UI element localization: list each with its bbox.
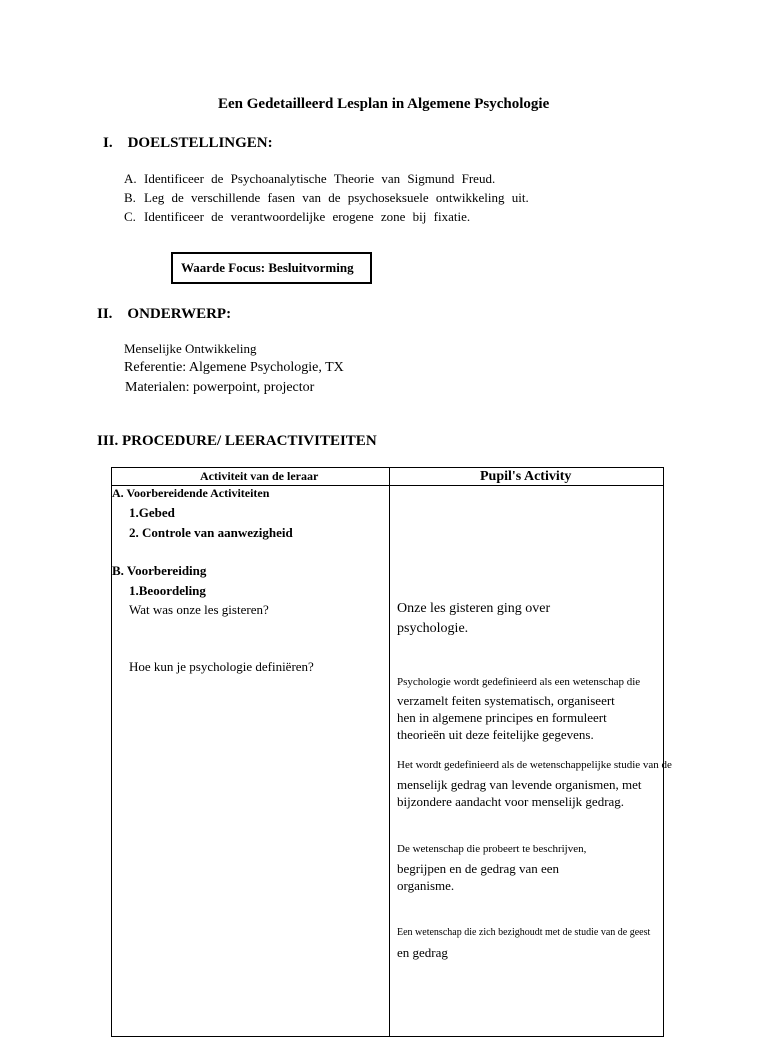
activity-table [111,467,664,1037]
pupil-answer-4-line-1: De wetenschap die probeert te beschrijven, [397,843,587,855]
topic-line-3: Materialen: powerpoint, projector [125,380,315,395]
header-pupil-activity: Pupil's Activity [480,469,572,484]
objective-a-text: Identificeer de Psychoanalytische Theorie van Sigmund Freud. [144,171,496,186]
teacher-b1: 1.Beoordeling [129,583,206,598]
value-focus-text: Waarde Focus: Besluitvorming [181,260,354,275]
pupil-answer-2-line-4: theorieën uit deze feitelijke gegevens. [397,727,594,742]
pupil-answer-5-line-2: en gedrag [397,945,448,960]
objective-c-text: Identificeer de verantwoordelijke erogene zone bij fixatie. [144,209,471,224]
section-topic-heading: II. ONDERWERP: [97,306,232,322]
teacher-a1: 1.Gebed [129,505,175,520]
topic-line-2: Referentie: Algemene Psychologie, TX [124,360,344,375]
pupil-answer-4-line-3: organisme. [397,878,455,893]
teacher-a2: 2. Controle van aanwezigheid [129,525,293,540]
pupil-answer-3-line-1: Het wordt gedefinieerd als de wetenschappelijke studie van de [397,759,672,771]
objective-a [124,171,495,187]
pupil-answer-5-line-1: Een wetenschap die zich bezighoudt met de studie van de geest [397,927,651,938]
teacher-question-2: Hoe kun je psychologie definiëren? [129,659,314,674]
objective-a-key: A. [124,171,137,186]
topic-line-1: Menselijke Ontwikkeling [124,341,257,356]
section-objectives-heading: I. DOELSTELLINGEN: [103,135,273,151]
pupil-answer-1-line-1: Onze les gisteren ging over [397,601,551,616]
pupil-answer-4-line-2: begrijpen en de gedrag van een [397,861,560,876]
pupil-answer-3-line-3: bijzondere aandacht voor menselijk gedrag. [397,794,625,809]
teacher-b-heading: B. Voorbereiding [112,563,207,578]
pupil-answer-2-line-1: Psychologie wordt gedefinieerd als een wetenschap die [397,676,641,688]
objective-b-text: Leg de verschillende fasen van de psychoseksuele ontwikkeling uit. [144,190,529,205]
section-procedure-heading: III. PROCEDURE/ LEERACTIVITEITEN [97,433,377,449]
document-title: Een Gedetailleerd Lesplan in Algemene Psychologie [218,96,550,112]
objective-c-key: C. [124,209,136,224]
pupil-answer-1-line-2: psychologie. [397,621,469,636]
value-focus-box [171,252,372,284]
pupil-answer-3-line-2: menselijk gedrag van levende organismen, met [397,777,642,792]
pupil-answer-2-line-3: hen in algemene principes en formuleert [397,710,607,725]
objective-c [124,209,470,225]
teacher-question-1: Wat was onze les gisteren? [129,602,269,617]
teacher-a-heading: A. Voorbereidende Activiteiten [112,486,270,500]
table-column-divider [389,467,390,1037]
pupil-answer-2-line-2: verzamelt feiten systematisch, organiseert [397,693,615,708]
header-teacher-activity: Activiteit van de leraar [200,469,319,483]
objective-b [124,190,529,206]
objective-b-key: B. [124,190,136,205]
